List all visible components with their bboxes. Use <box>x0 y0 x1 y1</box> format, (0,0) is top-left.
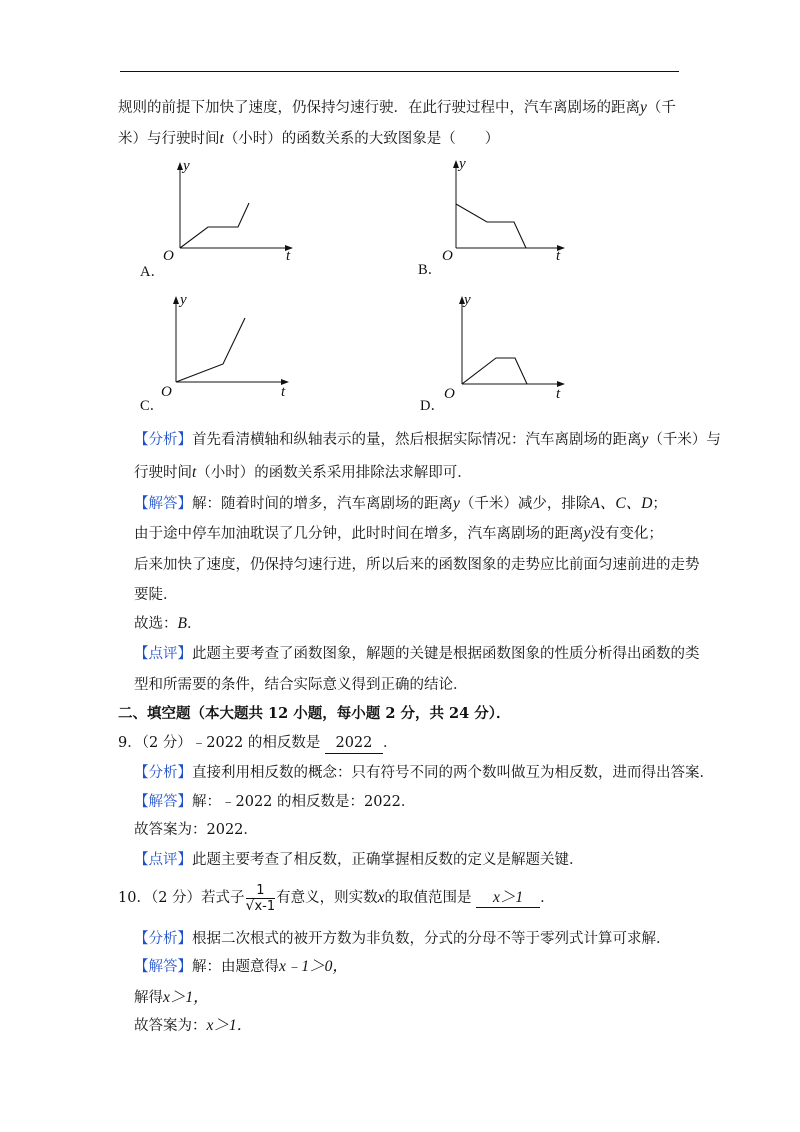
option-a-label: A． <box>140 264 165 280</box>
analysis-10: 【分析】根据二次根式的被开方数为非负数，分式的分母不等于零列式计算可求解． <box>134 931 671 947</box>
option-d-graph[interactable] <box>414 288 584 422</box>
graph-b-origin: O <box>442 248 453 264</box>
answer-8-line-3: 后来加快了速度，仍保持匀速行进，所以后来的函数图象的走势应比前面匀速前进的走势 <box>134 557 700 573</box>
comment-9: 【点评】此题主要考查了相反数，正确掌握相反数的定义是解题关键． <box>134 852 584 868</box>
question-9-stem: 9．（2 分）﹣2022 的相反数是 2022 ． <box>118 733 397 754</box>
answer-8-line-2: 由于途中停车加油耽误了几分钟，此时时间在增多，汽车离剧场的距离y没有变化； <box>134 525 663 542</box>
section-2-heading: 二、填空题（本大题共 12 小题，每小题 2 分，共 24 分）． <box>118 705 511 722</box>
answer-8-line-1: 【解答】解：随着时间的增多，汽车离剧场的距离y（千米）减少，排除A、C、D； <box>134 495 667 512</box>
analysis-8-line-1: 【分析】首先看清横轴和纵轴表示的量，然后根据实际情况：汽车离剧场的距离y（千米）与 <box>134 431 721 448</box>
answer-8-line-4: 要陡． <box>134 587 178 603</box>
comment-8-line-2: 型和所需要的条件，结合实际意义得到正确的结论． <box>134 677 468 693</box>
graph-d-y-label: y <box>464 292 471 308</box>
option-c-graph[interactable] <box>135 288 305 422</box>
answer-8-line-5: 故选：B． <box>134 615 202 632</box>
question-8-line-2: 米）与行驶时间t（小时）的函数关系的大致图象是（ ） <box>118 130 500 147</box>
question-10-stem: 10．（2 分）若式子 $\frac{1}{√x-1}$ 有意义，则实数x的取值范围是 x＞1 ． <box>118 882 555 914</box>
option-b-label: B． <box>418 262 443 278</box>
graph-b-y-label: y <box>459 156 466 172</box>
analysis-8-line-2: 行驶时间t（小时）的函数关系采用排除法求解即可． <box>134 464 472 481</box>
comment-8-line-1: 【点评】此题主要考查了函数图象，解题的关键是根据函数图象的性质分析得出函数的类 <box>134 646 700 662</box>
answer-10-final: 故答案为：x＞1． <box>134 1017 253 1034</box>
graph-c-origin: O <box>161 384 172 400</box>
q9-answer-blank: 2022 <box>325 733 383 754</box>
graph-a-origin: O <box>163 248 174 264</box>
graph-d-origin: O <box>444 386 455 402</box>
answer-9: 【解答】解：﹣2022 的相反数是：2022． <box>134 794 416 810</box>
option-a-graph[interactable] <box>135 150 305 284</box>
graph-d-t-label: t <box>556 386 561 402</box>
graph-a-t-label: t <box>286 248 291 264</box>
graph-c-y-label: y <box>180 292 187 308</box>
answer-10: 【解答】解：由题意得x﹣1＞0， <box>134 958 348 975</box>
q10-fraction: $\frac{1}{√x-1}$ <box>245 882 276 914</box>
q10-answer-blank: x＞1 <box>476 889 540 908</box>
graph-c-t-label: t <box>281 384 286 400</box>
answer-10-solve: 解得x＞1， <box>134 989 209 1006</box>
header-rule <box>120 71 679 72</box>
question-8-line-1: 规则的前提下加快了速度，仍保持匀速行驶．在此行驶过程中，汽车离剧场的距离y（千 <box>118 99 676 116</box>
option-c-label: C． <box>140 398 165 414</box>
graph-a-y-label: y <box>183 158 190 174</box>
analysis-9: 【分析】直接利用相反数的概念：只有符号不同的两个数叫做互为相反数，进而得出答案． <box>134 765 714 781</box>
graph-b-t-label: t <box>556 248 561 264</box>
option-b-graph[interactable] <box>414 150 584 284</box>
answer-9-final: 故答案为：2022． <box>134 822 258 838</box>
option-d-label: D． <box>420 398 445 414</box>
